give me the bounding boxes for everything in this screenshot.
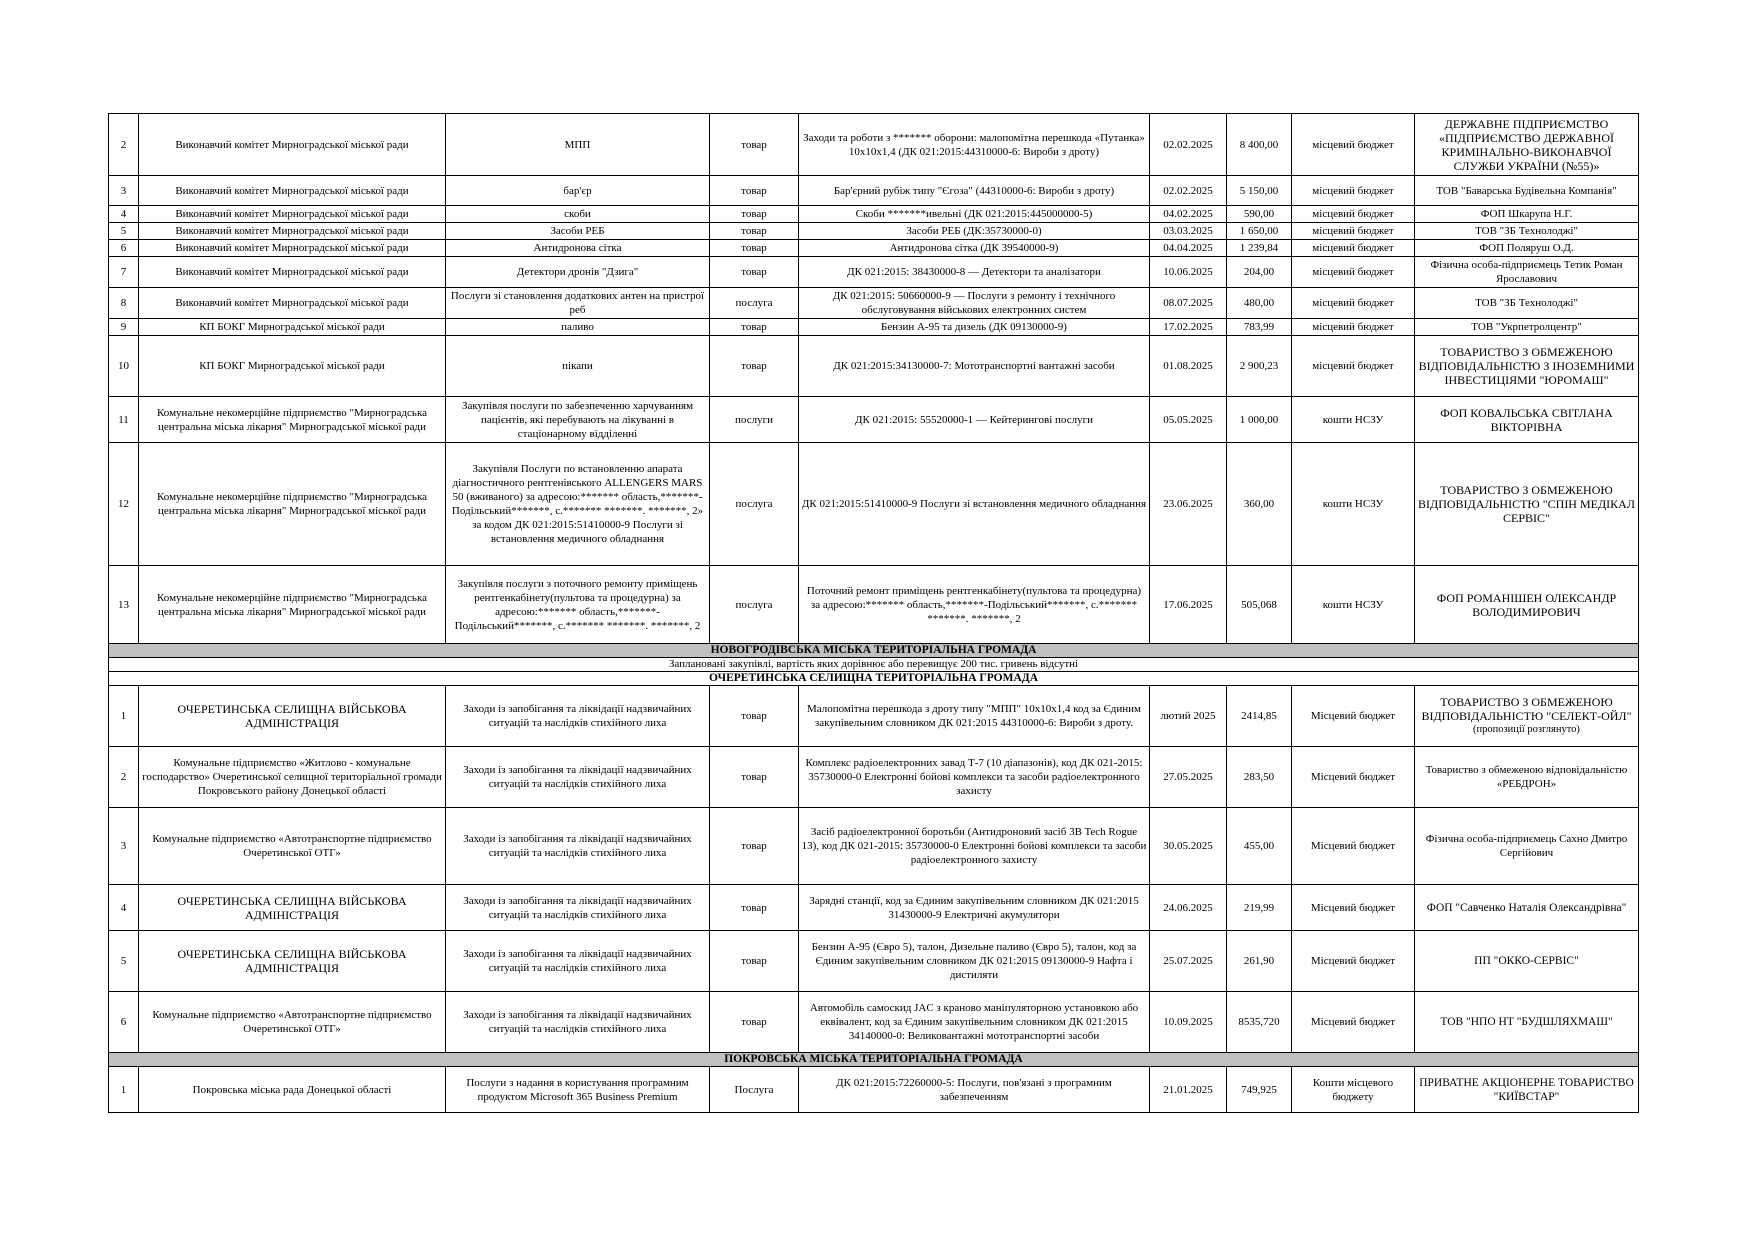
supplier-cell: ФОП "Савченко Наталія Олександрівна" <box>1415 885 1639 931</box>
customer-cell: Комунальне некомерційне підприємство "Мирноградська центральна міська лікарня" Мирноградської міської ради <box>139 566 446 644</box>
section-note-row <box>109 658 1639 672</box>
supplier-cell: ФОП Поляруш О.Д. <box>1415 240 1639 257</box>
supplier-cell <box>1415 686 1639 747</box>
date-cell: лютий 2025 <box>1150 686 1227 747</box>
supplier-cell: ФОП КОВАЛЬСЬКА СВІТЛАНА ВІКТОРІВНА <box>1415 397 1639 443</box>
supplier-cell: ТОВ "ЗБ Технолоджі" <box>1415 288 1639 319</box>
supplier-cell: ФОП РОМАНІШЕН ОЛЕКСАНДР ВОЛОДИМИРОВИЧ <box>1415 566 1639 644</box>
row-number-cell: 11 <box>109 397 139 443</box>
subject-cell: Засоби РЕБ <box>446 223 710 240</box>
subject-cell: Заходи із запобігання та ліквідації надзвичайних ситуацій та наслідків стихійного лиха <box>446 747 710 808</box>
type-cell: послуга <box>710 288 799 319</box>
dk-code-cell: Бензин А-95 та дизель (ДК 09130000-9) <box>799 319 1150 336</box>
table-row <box>109 397 1639 443</box>
date-cell: 05.05.2025 <box>1150 397 1227 443</box>
date-cell: 03.03.2025 <box>1150 223 1227 240</box>
table-row <box>109 885 1639 931</box>
table-row <box>109 1067 1639 1113</box>
dk-code-cell: ДК 021:2015: 55520000-1 — Кейтерингові послуги <box>799 397 1150 443</box>
table-row <box>109 566 1639 644</box>
section-note: Заплановані закупівлі, вартість яких дорівнює або перевищує 200 тис. гривень відсутні <box>109 658 1639 672</box>
supplier-cell: ФОП Шкарупа Н.Г. <box>1415 206 1639 223</box>
funding-source-cell: кошти НСЗУ <box>1292 397 1415 443</box>
type-cell: товар <box>710 992 799 1053</box>
dk-code-cell: Бензин А-95 (Євро 5), талон, Дизельне паливо (Євро 5), талон, код за Єдиним закупівельним словником ДК 021:2015 09130000-9 Нафта і дистиляти <box>799 931 1150 992</box>
subject-cell: Послуги зі становлення додаткових антен на пристрої реб <box>446 288 710 319</box>
type-cell: товар <box>710 686 799 747</box>
subject-cell: паливо <box>446 319 710 336</box>
type-cell: товар <box>710 223 799 240</box>
table-row <box>109 240 1639 257</box>
row-number-cell: 5 <box>109 223 139 240</box>
amount-cell: 360,00 <box>1227 443 1292 566</box>
subject-cell: МПП <box>446 114 710 176</box>
date-cell: 30.05.2025 <box>1150 808 1227 885</box>
row-number-cell: 6 <box>109 240 139 257</box>
dk-code-cell: Зарядні станції, код за Єдиним закупівельним словником ДК 021:2015 31430000-9 Електричні акумулятори <box>799 885 1150 931</box>
supplier-cell: Фізична особа-підприємець Тетик Роман Ярославович <box>1415 257 1639 288</box>
subject-cell: Заходи із запобігання та ліквідації надзвичайних ситуацій та наслідків стихійного лиха <box>446 686 710 747</box>
subject-cell: бар'єр <box>446 176 710 206</box>
section-header: НОВОГРОДІВСЬКА МІСЬКА ТЕРИТОРІАЛЬНА ГРОМАДА <box>109 644 1639 658</box>
amount-cell: 2 900,23 <box>1227 336 1292 397</box>
amount-cell: 1 239,84 <box>1227 240 1292 257</box>
amount-cell: 1 650,00 <box>1227 223 1292 240</box>
section-title: ОЧЕРЕТИНСЬКА СЕЛИЩНА ТЕРИТОРІАЛЬНА ГРОМАДА <box>109 672 1639 686</box>
type-cell: товар <box>710 808 799 885</box>
customer-cell: Комунальне підприємство «Автотранспортне підприємство Очеретинської ОТГ» <box>139 992 446 1053</box>
row-number-cell: 4 <box>109 206 139 223</box>
table-row <box>109 257 1639 288</box>
subject-cell: Заходи із запобігання та ліквідації надзвичайних ситуацій та наслідків стихійного лиха <box>446 931 710 992</box>
subject-cell: Антидронова сітка <box>446 240 710 257</box>
row-number-cell: 9 <box>109 319 139 336</box>
supplier-cell: ПРИВАТНЕ АКЦІОНЕРНЕ ТОВАРИСТВО "КИЇВСТАР" <box>1415 1067 1639 1113</box>
type-cell: товар <box>710 257 799 288</box>
table-row <box>109 319 1639 336</box>
row-number-cell: 13 <box>109 566 139 644</box>
customer-cell: Комунальне некомерційне підприємство "Мирноградська центральна міська лікарня" Мирноградської міської ради <box>139 397 446 443</box>
table-row <box>109 176 1639 206</box>
row-number-cell: 6 <box>109 992 139 1053</box>
customer-cell: ОЧЕРЕТИНСЬКА СЕЛИЩНА ВІЙСЬКОВА АДМІНІСТРАЦІЯ <box>139 885 446 931</box>
supplier-name: ТОВАРИСТВО З ОБМЕЖЕНОЮ ВІДПОВІДАЛЬНІСТЮ "СЕЛЕКТ-ОЙЛ" <box>1421 695 1632 723</box>
section-title-row <box>109 672 1639 686</box>
dk-code-cell: Автомобіль самоскид JAC з краново маніпуляторною установкою або еквівалент, код за Єдиним закупівельним словником ДК 021:2015 34140000-0: Великовантажні мототранспортні засоби <box>799 992 1150 1053</box>
customer-cell: Виконавчий комітет Мирноградської міської ради <box>139 114 446 176</box>
funding-source-cell: місцевий бюджет <box>1292 240 1415 257</box>
dk-code-cell: Поточний ремонт приміщень рентгенкабінету(пультова та процедурна) за адресою:******* область,*******-Подільський*******, с.******* *******. *******, 2 <box>799 566 1150 644</box>
funding-source-cell: місцевий бюджет <box>1292 257 1415 288</box>
amount-cell: 219,99 <box>1227 885 1292 931</box>
row-number-cell: 1 <box>109 1067 139 1113</box>
funding-source-cell: місцевий бюджет <box>1292 114 1415 176</box>
table-row <box>109 931 1639 992</box>
type-cell: товар <box>710 885 799 931</box>
funding-source-cell: місцевий бюджет <box>1292 336 1415 397</box>
dk-code-cell: Скоби *******ивельні (ДК 021:2015:445000000-5) <box>799 206 1150 223</box>
supplier-cell: ДЕРЖАВНЕ ПІДПРИЄМСТВО «ПІДПРИЄМСТВО ДЕРЖАВНОЇ КРИМІНАЛЬНО-ВИКОНАВЧОЇ СЛУЖБИ УКРАЇНИ (№55)» <box>1415 114 1639 176</box>
date-cell: 17.02.2025 <box>1150 319 1227 336</box>
date-cell: 08.07.2025 <box>1150 288 1227 319</box>
funding-source-cell: кошти НСЗУ <box>1292 566 1415 644</box>
dk-code-cell: Засоби РЕБ (ДК:35730000-0) <box>799 223 1150 240</box>
table-row <box>109 336 1639 397</box>
dk-code-cell: Комплекс радіоелектронних завад Т-7 (10 діапазонів), код ДК 021-2015: 35730000-0 Електронні бойові комплекси та засоби радіоелектронного захисту <box>799 747 1150 808</box>
row-number-cell: 3 <box>109 176 139 206</box>
row-number-cell: 3 <box>109 808 139 885</box>
date-cell: 24.06.2025 <box>1150 885 1227 931</box>
customer-cell: Виконавчий комітет Мирноградської міської ради <box>139 288 446 319</box>
type-cell: товар <box>710 176 799 206</box>
funding-source-cell: місцевий бюджет <box>1292 223 1415 240</box>
table-row <box>109 206 1639 223</box>
date-cell: 04.04.2025 <box>1150 240 1227 257</box>
customer-cell: КП БОКГ Мирноградської міської ради <box>139 319 446 336</box>
row-number-cell: 1 <box>109 686 139 747</box>
customer-cell: ОЧЕРЕТИНСЬКА СЕЛИЩНА ВІЙСЬКОВА АДМІНІСТРАЦІЯ <box>139 931 446 992</box>
type-cell: товар <box>710 206 799 223</box>
customer-cell: ОЧЕРЕТИНСЬКА СЕЛИЩНА ВІЙСЬКОВА АДМІНІСТРАЦІЯ <box>139 686 446 747</box>
subject-cell: пікапи <box>446 336 710 397</box>
funding-source-cell: місцевий бюджет <box>1292 319 1415 336</box>
subject-cell: Закупівля послуги з поточного ремонту приміщень рентгенкабінету(пультова та процедурна) за адресою:******* область,*******-Подільський*******, с.******* *******. *******, 2 <box>446 566 710 644</box>
dk-code-cell: ДК 021:2015: 38430000-8 — Детектори та аналізатори <box>799 257 1150 288</box>
subject-cell: Заходи із запобігання та ліквідації надзвичайних ситуацій та наслідків стихійного лиха <box>446 885 710 931</box>
funding-source-cell: Місцевий бюджет <box>1292 686 1415 747</box>
type-cell: товар <box>710 931 799 992</box>
section-header: ПОКРОВСЬКА МІСЬКА ТЕРИТОРІАЛЬНА ГРОМАДА <box>109 1053 1639 1067</box>
customer-cell: Виконавчий комітет Мирноградської міської ради <box>139 240 446 257</box>
amount-cell: 783,99 <box>1227 319 1292 336</box>
amount-cell: 8535,720 <box>1227 992 1292 1053</box>
amount-cell: 204,00 <box>1227 257 1292 288</box>
amount-cell: 1 000,00 <box>1227 397 1292 443</box>
supplier-cell: ТОВ "ЗБ Технолоджі" <box>1415 223 1639 240</box>
funding-source-cell: Місцевий бюджет <box>1292 885 1415 931</box>
type-cell: послуги <box>710 397 799 443</box>
row-number-cell: 10 <box>109 336 139 397</box>
date-cell: 25.07.2025 <box>1150 931 1227 992</box>
funding-source-cell: Місцевий бюджет <box>1292 747 1415 808</box>
funding-source-cell: кошти НСЗУ <box>1292 443 1415 566</box>
supplier-cell: ТОВ "НПО НТ "БУДШЛЯХМАШ" <box>1415 992 1639 1053</box>
customer-cell: Виконавчий комітет Мирноградської міської ради <box>139 206 446 223</box>
dk-code-cell: ДК 021:2015:51410000-9 Послуги зі встановлення медичного обладнання <box>799 443 1150 566</box>
date-cell: 17.06.2025 <box>1150 566 1227 644</box>
amount-cell: 749,925 <box>1227 1067 1292 1113</box>
date-cell: 10.06.2025 <box>1150 257 1227 288</box>
amount-cell: 5 150,00 <box>1227 176 1292 206</box>
supplier-cell: Товариство з обмеженою відповідальністю «РЕБДРОН» <box>1415 747 1639 808</box>
customer-cell: КП БОКГ Мирноградської міської ради <box>139 336 446 397</box>
amount-cell: 8 400,00 <box>1227 114 1292 176</box>
amount-cell: 590,00 <box>1227 206 1292 223</box>
table-row <box>109 443 1639 566</box>
funding-source-cell: Місцевий бюджет <box>1292 808 1415 885</box>
customer-cell: Комунальне підприємство «Житлово - комунальне господарство» Очеретинської селищної територіальної громади Покровського району Донецької області <box>139 747 446 808</box>
row-number-cell: 12 <box>109 443 139 566</box>
procurement-table-body <box>109 114 1639 1113</box>
table-row <box>109 223 1639 240</box>
dk-code-cell: Малопомітна перешкода з дроту типу "МПП" 10х10х1,4 код за Єдиним закупівельним словником ДК 021:2015 44310000-6: Вироби з дроту. <box>799 686 1150 747</box>
section-header-row <box>109 1053 1639 1067</box>
dk-code-cell: ДК 021:2015: 50660000-9 — Послуги з ремонту і технічного обслуговування військових електронних систем <box>799 288 1150 319</box>
amount-cell: 480,00 <box>1227 288 1292 319</box>
procurement-table <box>108 113 1639 1113</box>
supplier-cell: ТОВ "Баварська Будівельна Компанія" <box>1415 176 1639 206</box>
supplier-cell: ТОВАРИСТВО З ОБМЕЖЕНОЮ ВІДПОВІДАЛЬНІСТЮ З ІНОЗЕМНИМИ ІНВЕСТИЦІЯМИ "ЮРОМАШ" <box>1415 336 1639 397</box>
type-cell: товар <box>710 319 799 336</box>
dk-code-cell: ДК 021:2015:72260000-5: Послуги, пов'язані з програмним забезпеченням <box>799 1067 1150 1113</box>
amount-cell: 261,90 <box>1227 931 1292 992</box>
dk-code-cell: Засіб радіоелектронної боротьби (Антидроновий засіб 3B Tech Rogue 13), код ДК 021-2015: 35730000-0 Електронні бойові комплекси та засоби радіоелектронного захисту <box>799 808 1150 885</box>
table-row <box>109 686 1639 747</box>
table-row <box>109 288 1639 319</box>
row-number-cell: 7 <box>109 257 139 288</box>
row-number-cell: 2 <box>109 747 139 808</box>
supplier-cell: ПП "ОККО-СЕРВІС" <box>1415 931 1639 992</box>
date-cell: 21.01.2025 <box>1150 1067 1227 1113</box>
subject-cell: Заходи із запобігання та ліквідації надзвичайних ситуацій та наслідків стихійного лиха <box>446 808 710 885</box>
customer-cell: Комунальне некомерційне підприємство "Мирноградська центральна міська лікарня" Мирноградської міської ради <box>139 443 446 566</box>
customer-cell: Виконавчий комітет Мирноградської міської ради <box>139 223 446 240</box>
row-number-cell: 2 <box>109 114 139 176</box>
dk-code-cell: Антидронова сітка (ДК 39540000-9) <box>799 240 1150 257</box>
supplier-cell: Фізична особа-підприємець Сахно Дмитро Сергійович <box>1415 808 1639 885</box>
date-cell: 01.08.2025 <box>1150 336 1227 397</box>
supplier-note: (пропозиції розглянуто) <box>1473 724 1580 735</box>
subject-cell: Послуги з надання в користування програмним продуктом Microsoft 365 Business Premium <box>446 1067 710 1113</box>
subject-cell: скоби <box>446 206 710 223</box>
customer-cell: Комунальне підприємство «Автотранспортне підприємство Очеретинської ОТГ» <box>139 808 446 885</box>
type-cell: товар <box>710 747 799 808</box>
type-cell: послуга <box>710 443 799 566</box>
subject-cell: Закупівля Послуги по встановленню апарата діагностичного рентгенівського ALLENGERS MARS 50 (вживаного) за адресою:******* область,*******-Подільський*******, с.******* *******. *******, 2» за кодом ДК 021:2015:51410000-9 Послуги зі встановлення медичного обладнання <box>446 443 710 566</box>
amount-cell: 455,00 <box>1227 808 1292 885</box>
type-cell: товар <box>710 114 799 176</box>
supplier-cell: ТОВ "Укрпетролцентр" <box>1415 319 1639 336</box>
customer-cell: Виконавчий комітет Мирноградської міської ради <box>139 257 446 288</box>
row-number-cell: 8 <box>109 288 139 319</box>
date-cell: 02.02.2025 <box>1150 176 1227 206</box>
section-header-row <box>109 644 1639 658</box>
subject-cell: Закупівля послуги по забезпеченню харчуванням пацієнтів, які перебувають на лікуванні в стаціонарному відділенні <box>446 397 710 443</box>
funding-source-cell: місцевий бюджет <box>1292 288 1415 319</box>
subject-cell: Заходи із запобігання та ліквідації надзвичайних ситуацій та наслідків стихійного лиха <box>446 992 710 1053</box>
funding-source-cell: Кошти місцевого бюджету <box>1292 1067 1415 1113</box>
row-number-cell: 4 <box>109 885 139 931</box>
date-cell: 10.09.2025 <box>1150 992 1227 1053</box>
table-row <box>109 992 1639 1053</box>
funding-source-cell: Місцевий бюджет <box>1292 931 1415 992</box>
funding-source-cell: місцевий бюджет <box>1292 206 1415 223</box>
table-row <box>109 747 1639 808</box>
dk-code-cell: Заходи та роботи з ******* оборони: малопомітна перешкода «Путанка» 10х10х1,4 (ДК 021:2015:44310000-6: Вироби з дроту) <box>799 114 1150 176</box>
date-cell: 04.02.2025 <box>1150 206 1227 223</box>
dk-code-cell: ДК 021:2015:34130000-7: Мототранспортні вантажні засоби <box>799 336 1150 397</box>
funding-source-cell: місцевий бюджет <box>1292 176 1415 206</box>
amount-cell: 505,068 <box>1227 566 1292 644</box>
type-cell: товар <box>710 240 799 257</box>
amount-cell: 2414,85 <box>1227 686 1292 747</box>
type-cell: послуга <box>710 566 799 644</box>
date-cell: 23.06.2025 <box>1150 443 1227 566</box>
row-number-cell: 5 <box>109 931 139 992</box>
table-row <box>109 808 1639 885</box>
customer-cell: Покровська міська рада Донецької області <box>139 1067 446 1113</box>
customer-cell: Виконавчий комітет Мирноградської міської ради <box>139 176 446 206</box>
table-row <box>109 114 1639 176</box>
date-cell: 27.05.2025 <box>1150 747 1227 808</box>
subject-cell: Детектори дронів "Дзига" <box>446 257 710 288</box>
date-cell: 02.02.2025 <box>1150 114 1227 176</box>
amount-cell: 283,50 <box>1227 747 1292 808</box>
type-cell: товар <box>710 336 799 397</box>
funding-source-cell: Місцевий бюджет <box>1292 992 1415 1053</box>
supplier-cell: ТОВАРИСТВО З ОБМЕЖЕНОЮ ВІДПОВІДАЛЬНІСТЮ "СПІН МЕДІКАЛ СЕРВІС" <box>1415 443 1639 566</box>
type-cell: Послуга <box>710 1067 799 1113</box>
dk-code-cell: Бар'єрний рубіж типу "Єгоза" (44310000-6: Вироби з дроту) <box>799 176 1150 206</box>
